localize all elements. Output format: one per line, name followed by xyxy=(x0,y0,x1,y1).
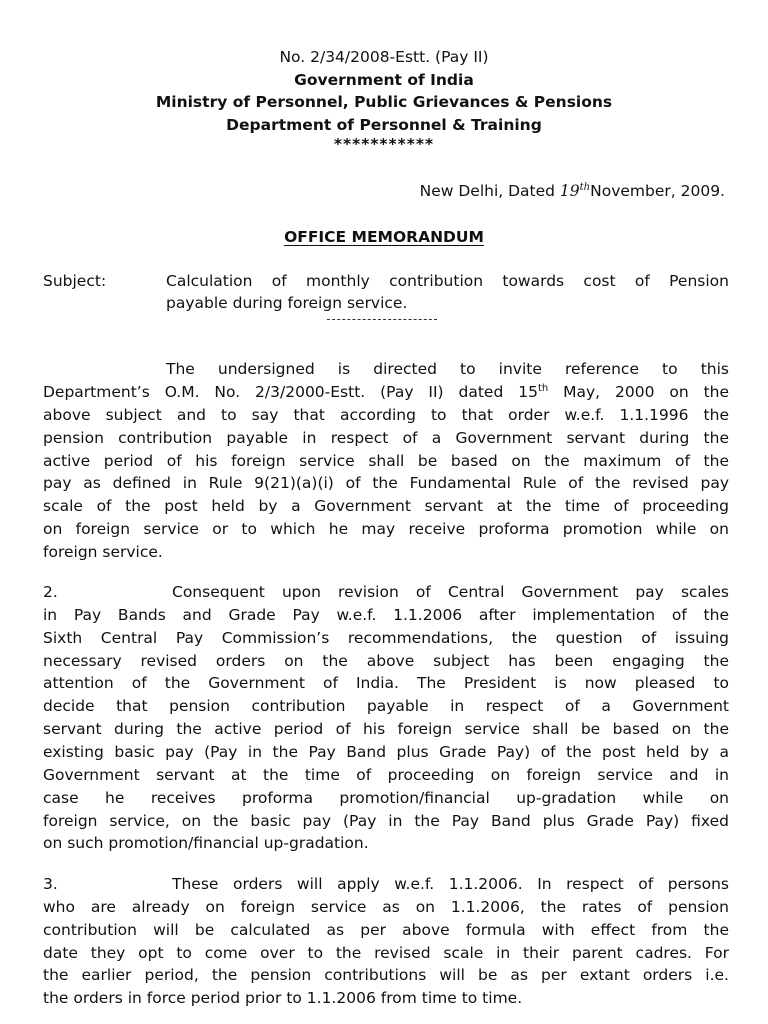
para2-number: 2. xyxy=(43,583,58,601)
para1-line: scale of the post held by a Government servant at the time of proceeding xyxy=(43,497,729,515)
para2-line: Government servant at the time of proceeding on foreign service and in xyxy=(43,766,729,784)
para1-line: Department’s O.M. No. 2/3/2000-Estt. (Pay II) dated 15th May, 2000 on the xyxy=(43,382,730,401)
dateline-prefix: New Delhi, Dated xyxy=(419,182,560,200)
department-heading: Department of Personnel & Training xyxy=(226,116,542,134)
dateline xyxy=(420,181,725,201)
para3-line: the earlier period, the pension contributions will be as per extant orders i.e. xyxy=(43,966,729,984)
para3-line: These orders will apply w.e.f. 1.1.2006. In respect of persons xyxy=(172,875,729,893)
para2-line: necessary revised orders on the above subject has been engaging the xyxy=(43,652,729,670)
para3-line: date they opt to come over to the revised scale in their parent cadres. For xyxy=(43,944,729,962)
subject-line-1: Calculation of monthly contribution towards cost of Pension xyxy=(166,272,729,290)
subject-separator xyxy=(327,319,437,320)
para2-line: attention of the Government of India. The President is now pleased to xyxy=(43,674,729,692)
dateline-suffix: November, 2009. xyxy=(590,182,725,200)
para2-line: existing basic pay (Pay in the Pay Band plus Grade Pay) of the post held by a xyxy=(43,743,729,761)
subject-label: Subject: xyxy=(43,272,107,290)
para3-line: the orders in force period prior to 1.1.2006 from time to time. xyxy=(43,989,523,1007)
para3-line: who are already on foreign service as on 1.1.2006, the rates of pension xyxy=(43,898,729,916)
para1-line: above subject and to say that according to that order w.e.f. 1.1.1996 the xyxy=(43,406,729,424)
para2-line: on such promotion/financial up-gradation. xyxy=(43,834,369,852)
ministry-heading: Ministry of Personnel, Public Grievances & Pensions xyxy=(155,93,613,111)
header-stars: *********** xyxy=(333,135,435,153)
para2-line: case he receives proforma promotion/financial up-gradation while on xyxy=(43,789,729,807)
para1-line: active period of his foreign service shall be based on the maximum of the xyxy=(43,452,729,470)
para3-line: contribution will be calculated as per above formula with effect from the xyxy=(43,921,729,939)
memo-title-wrap xyxy=(0,227,768,247)
para1-line: on foreign service or to which he may receive proforma promotion while on xyxy=(43,520,729,538)
para2-line: Sixth Central Pay Commission’s recommendations, the question of issuing xyxy=(43,629,729,647)
dateline-day: 19th xyxy=(559,181,591,200)
government-heading: Government of India xyxy=(294,71,474,89)
para1-line: The undersigned is directed to invite reference to this xyxy=(166,360,729,378)
memo-title: OFFICE MEMORANDUM xyxy=(284,228,484,246)
para1-line: pension contribution payable in respect of a Government servant during the xyxy=(43,429,729,447)
para1-line: pay as defined in Rule 9(21)(a)(i) of the Fundamental Rule of the revised pay xyxy=(43,474,729,492)
subject-line-2: payable during foreign service. xyxy=(166,294,408,312)
para2-line: Consequent upon revision of Central Government pay scales xyxy=(172,583,729,601)
para2-line: decide that pension contribution payable in respect of a Government xyxy=(43,697,729,715)
para2-line: in Pay Bands and Grade Pay w.e.f. 1.1.2006 after implementation of the xyxy=(43,606,729,624)
para3-number: 3. xyxy=(43,875,58,893)
para2-line: servant during the active period of his foreign service shall be based on the xyxy=(43,720,729,738)
para1-line: foreign service. xyxy=(43,543,163,561)
file-number: No. 2/34/2008-Estt. (Pay II) xyxy=(279,48,489,66)
para2-line: foreign service, on the basic pay (Pay in the Pay Band plus Grade Pay) fixed xyxy=(43,812,729,830)
